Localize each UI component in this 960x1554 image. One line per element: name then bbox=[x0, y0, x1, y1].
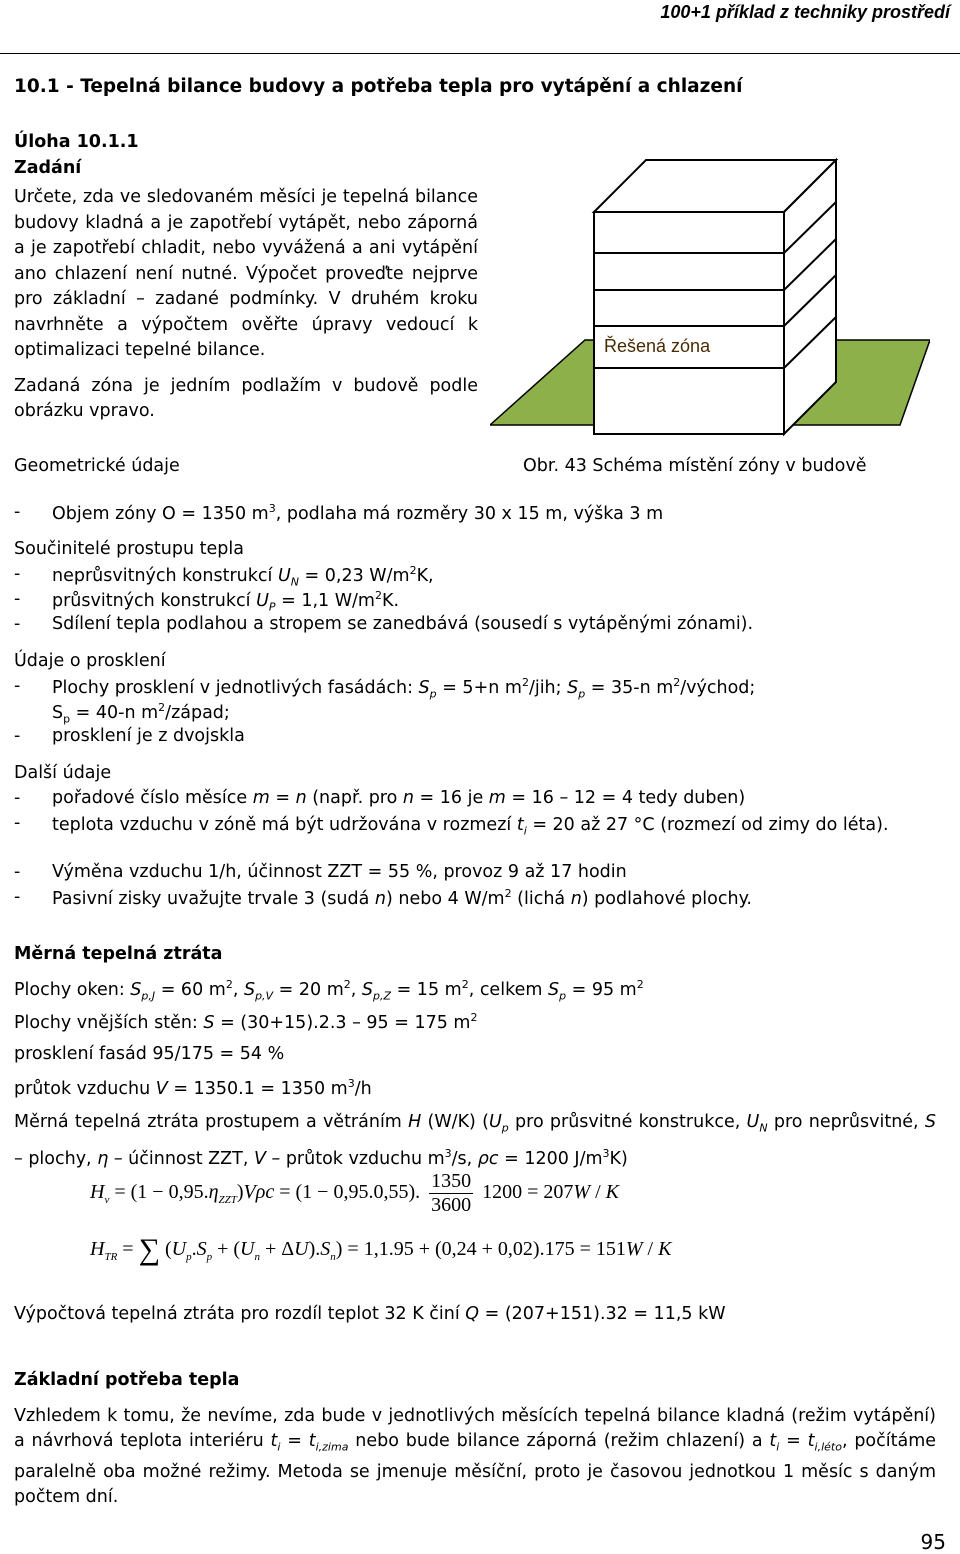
coefficients-heading: Součinitelé prostupu tepla bbox=[14, 539, 244, 559]
figure-caption: Obr. 43 Schéma místění zóny v budově bbox=[523, 456, 867, 476]
coefficient-item-2: průsvitných konstrukcí $U_P = 1,1$ $W/m^2K$. bbox=[52, 589, 400, 614]
glazing-ratio: prosklení fasád 95/175 = 54 % bbox=[14, 1044, 285, 1064]
airflow: průtok vzduchu V = 1350.1 = 1350 $m^3/h$ bbox=[14, 1077, 372, 1099]
building-front bbox=[594, 212, 784, 434]
task-label: Úloha 10.1.1 bbox=[14, 132, 139, 152]
header-rule bbox=[0, 53, 960, 54]
heat-loss-explanation: Měrná tepelná ztráta prostupem a větráním H (W/K) ($U_p$ pro průsvitné konstrukce, $U_N$ pro neprůsvitné, S – plochy, η – účinnost ZZT, V – průtok vzduchu $m^3/s$, ρc = 1200 $J/m^3K$) bbox=[14, 1112, 936, 1169]
equation-htr: $H_{TR}$ = ∑ $(U_p.S_p + (U_n + \Delta U).S_n) = 1,1.95 + (0,24 + 0,02).175 = 151W / K$ bbox=[90, 1233, 672, 1266]
zone-label: Řešená zóna bbox=[604, 336, 711, 356]
glazing-heading: Údaje o prosklení bbox=[14, 651, 166, 671]
coefficient-item-3: Sdílení tepla podlahou a stropem se zanedbává (sousedí s vytápěnými zónami). bbox=[52, 614, 754, 634]
task-paragraph-1: Určete, zda ve sledovaném měsíci je tepelná bilance budovy kladná a je zapotřebí vytápět, nebo záporná a je zapotřebí chladit, nebo vyvážená a ani vytápění ano chlazení není nutné. Výpočet proveďte nejprve pro základní – zadané podmínky. V druhém kroku navrhněte a výpočtem ověřte úpravy vedoucí k optimalizaci tepelné bilance. bbox=[14, 187, 478, 360]
section-title: 10.1 - Tepelná bilance budovy a potřeba tepla pro vytápění a chlazení bbox=[14, 76, 743, 97]
glazing-item-1: Plochy prosklení v jednotlivých fasádách: $S_p = 5+n$ $m^2$/jih; $S_p = 35-n$ $m^2$/východ; bbox=[52, 676, 756, 701]
heat-loss-heading: Měrná tepelná ztráta bbox=[14, 944, 223, 964]
other-item-2: teplota vzduchu v zóně má být udržována v rozmezí $t_i = 20$ až 27 °C (rozmezí od zimy do léta). bbox=[52, 815, 889, 838]
base-demand-heading: Základní potřeba tepla bbox=[14, 1370, 240, 1390]
design-heat-loss: Výpočtová tepelná ztráta pro rozdíl teplot 32 K činí Q = (207+151).32 = 11,5 kW bbox=[14, 1304, 726, 1324]
other-item-1: pořadové číslo měsíce m = n (např. pro n = 16 je m = 16 – 12 = 4 tedy duben) bbox=[52, 788, 746, 808]
walls-area: Plochy vnějších stěn: S = (30+15).2.3 – 95 = 175 $m^2$ bbox=[14, 1011, 478, 1033]
other-item-4: Pasivní zisky uvažujte trvale 3 (sudá n) nebo 4 $W/m^2$ (lichá n) podlahové plochy. bbox=[52, 887, 752, 909]
building-figure bbox=[490, 150, 930, 440]
task-paragraph-2: Zadaná zóna je jedním podlažím v budově podle obrázku vpravo. bbox=[14, 375, 478, 421]
windows-area: Plochy oken: $S_{p,J} = 60$ $m^2$, $S_{p,V} = 20$ $m^2$, $S_{p,Z} = 15$ $m^2$, celkem $S_p = 95$ $m^2$ bbox=[14, 978, 644, 1003]
geometry-item: Objem zóny O = 1350 $m^3$, podlaha má rozměry 30 x 15 m, výška 3 m bbox=[52, 502, 664, 524]
geometry-heading: Geometrické údaje bbox=[14, 456, 180, 476]
base-demand-text: Vzhledem k tomu, že nevíme, zda bude v jednotlivých měsících tepelná bilance kladná (režim vytápění) a návrhová teplota interiéru $t_i = t_{i,zima}$ nebo bude bilance záporná (režim chlazení) a $t_i = t_{i,léto}$, počítáme paralelně oba možné režimy. Metoda se jmenuje měsíční, proto je časovou jednotkou 1 měsíc s daným počtem dní. bbox=[14, 1406, 937, 1507]
glazing-item-2: prosklení je z dvojskla bbox=[52, 726, 245, 746]
task-heading: Zadání bbox=[14, 158, 82, 178]
other-item-3: Výměna vzduchu 1/h, účinnost ZZT = 55 %, provoz 9 až 17 hodin bbox=[52, 862, 627, 882]
page-number: 95 bbox=[920, 1530, 946, 1554]
other-heading: Další údaje bbox=[14, 763, 112, 783]
task-text bbox=[14, 185, 478, 425]
running-header: 100+1 příklad z techniky prostředí bbox=[660, 2, 950, 22]
glazing-item-1-cont: $S_p = 40-n$ $m^2$/západ; bbox=[52, 701, 230, 726]
equation-hv: $H_v = (1 - 0,95.\eta_{ZZT})V\rho c = (1 - 0,95.0,55)$. $\frac{1350}{3600}$ 1200 = 207W / K bbox=[90, 1170, 619, 1216]
coefficient-item-1: neprůsvitných konstrukcí $U_N = 0,23$ $W/m^2K$, bbox=[52, 564, 434, 589]
